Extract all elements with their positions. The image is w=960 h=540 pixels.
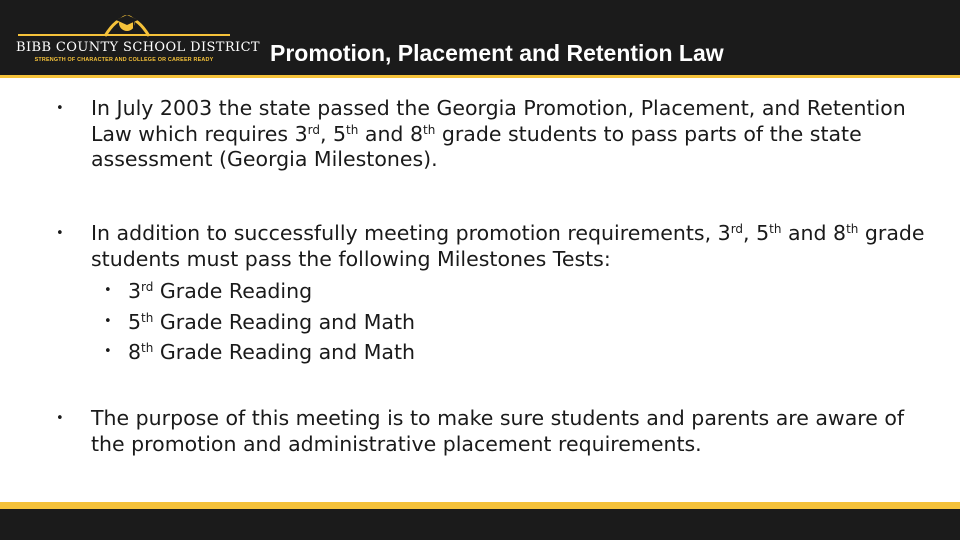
slide-title: Promotion, Placement and Retention Law [270, 40, 724, 66]
bullet-item-3 [56, 406, 926, 457]
sub-bullet-marker: • [104, 314, 112, 329]
footer-bar [0, 509, 960, 540]
bullet-marker: • [56, 411, 64, 426]
bullet-marker: • [56, 226, 64, 241]
header-bar [0, 0, 960, 75]
sub-bullet-text: 5th Grade Reading and Math [128, 310, 415, 334]
sub-bullet-item-3 [104, 337, 804, 368]
district-name: BIBB COUNTY SCHOOL DISTRICT [16, 40, 260, 55]
sub-bullet-marker: • [104, 283, 112, 298]
district-logo [10, 4, 260, 70]
sub-bullet-item-1 [104, 276, 804, 307]
sub-bullet-text: 3rd Grade Reading [128, 279, 313, 303]
bullet-item-1 [56, 96, 926, 173]
bullet-text: In addition to successfully meeting promotion requirements, 3rd, 5th and 8th grade students must pass the following Milestones Tests: [91, 221, 925, 271]
district-tagline: STRENGTH OF CHARACTER AND COLLEGE OR CAREER READY [34, 57, 214, 63]
bullet-marker: • [56, 101, 64, 116]
sub-bullet-marker: • [104, 344, 112, 359]
sub-bullet-item-2 [104, 307, 804, 338]
logo-divider [18, 34, 230, 36]
footer-divider [0, 502, 960, 509]
bullet-text: In July 2003 the state passed the Georgia Promotion, Placement, and Retention Law which requires 3rd, 5th and 8th grade students to pass parts of the state assessment (Georgia Milestones). [91, 96, 906, 171]
bullet-item-2 [56, 221, 926, 272]
bullet-text: The purpose of this meeting is to make sure students and parents are aware of the promotion and administrative placement requirements. [91, 406, 905, 456]
sub-bullet-text: 8th Grade Reading and Math [128, 340, 415, 364]
